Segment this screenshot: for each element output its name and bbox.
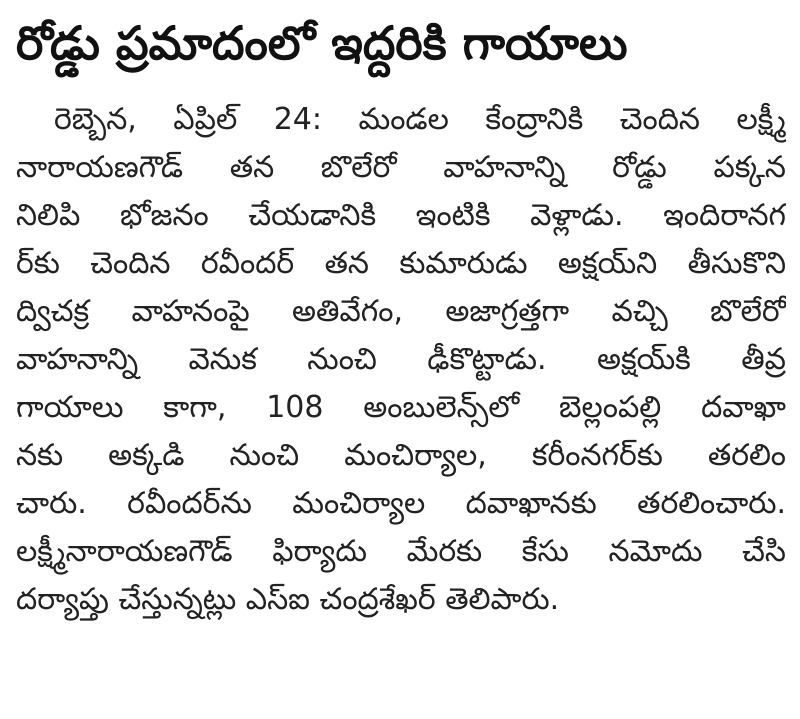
article-line: వాహనాన్ని వెనుక నుంచి ఢీకొట్టాడు. అక్షయ్‌కి తీవ్ర [16,342,786,377]
article-line: దర్యాప్తు చేస్తున్నట్లు ఎస్ఐ చంద్రశేఖర్ తెలిపారు. [16,582,560,617]
article-line: చారు. రవీందర్‌ను మంచిర్యాల దవాఖానకు తరలించారు. [16,486,786,521]
article-line: గాయాలు కాగా, 108 అంబులెన్స్‌లో బెల్లంపల్లి దవాఖా [16,390,786,425]
article-line: ద్విచక్ర వాహనంపై అతివేగం, అజాగ్రత్తగా వచ్చి బొలేరో [16,294,786,329]
article-line: రెబ్బెన, ఏప్రిల్ 24: మండల కేంద్రానికి చెందిన లక్ష్మీ [54,102,786,137]
article-line: నకు అక్కడి నుంచి మంచిర్యాల, కరీంనగర్‌కు తరలిం [16,438,786,473]
headline: రోడ్డు ప్రమాదంలో ఇద్దరికి గాయాలు [16,16,628,70]
article-line: నిలిపి భోజనం చేయడానికి ఇంటికి వెళ్లాడు. ఇందిరానగ [16,198,786,233]
article-body [16,96,786,624]
article-line: లక్ష్మీనారాయణగౌడ్ ఫిర్యాదు మేరకు కేసు నమోదు చేసి [16,534,786,569]
article-line: ర్‌కు చెందిన రవీందర్ తన కుమారుడు అక్షయ్‌ని తీసుకొని [16,246,786,281]
article-line: నారాయణగౌడ్ తన బొలేరో వాహనాన్ని రోడ్డు పక్కన [16,150,786,185]
